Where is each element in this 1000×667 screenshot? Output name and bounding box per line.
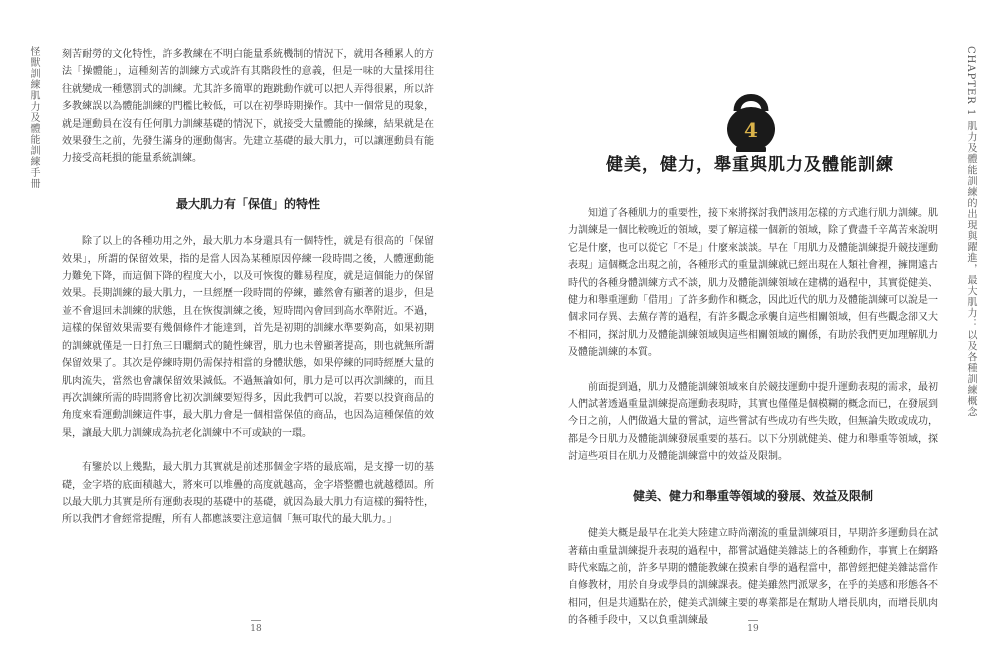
left-paragraph-1: 除了以上的各種功用之外，最大肌力本身還具有一個特性，就是有很高的「保留效果」，所謂的保留效果，指的是當人因為某種原因停練一段時間之後，人體運動能力難免下降，而這個下降的程度大小，以及可恢復的難易程度，就是這個能力的保留效果。長期訓練的最大肌力，一旦經歷一段時間的停練，雖然會有顯著的退步，但是並不會退回未訓練的狀態，且在恢復訓練之後，短時間內會回到高水準附近。不過，這樣的保留效果需要有幾個條件才能達到，首先是初期的訓練水準要夠高，如果初期的訓練就僅是一日打魚三日曬網式的隨性練習，肌力也未曾顯著提高，則也就無所謂保留效果了。其次是停練時期仍需保持相當的身體狀態，如果停練的同時經歷大量的肌肉流失，當然也會讓保留效果減低。不過無論如何，肌力是可以再次訓練的，而且再次訓練所需的時間將會比初次訓練要短得多，因此我們可以說，若要以投資商品的角度來看運動訓練這件事，最大肌力會是一個相當保值的商品，也因為這種保值的效果，讓最大肌力訓練成為抗老化訓練中不可或缺的一環。: [62, 236, 434, 439]
right-page-number: 19: [738, 620, 768, 634]
right-section-title: 健美、健力和舉重等領域的發展、效益及限制: [632, 488, 873, 503]
right-paragraph-1: 知道了各種肌力的重要性，接下來將探討我們該用怎樣的方式進行肌力訓練。肌力訓練是一個比較晚近的領域，要了解這樣一個新的領域，除了費盡千辛萬苦來說明它是什麼，也可以從它「不是」什麼來談談。早在「用肌力及體能訓練提升競技運動表現」這個概念出現之前，各種形式的重量訓練就已經出現在人類社會裡，擁開遠古時代的各種身體訓練方式不談，肌力及體能訓練領域在建構的過程中，其實從健美、健力和舉重運動「借用」了許多動作和概念，因此近代的肌力及體能訓練可以說是一個求同存異、去蕪存菁的過程，有許多觀念承襲自這些相關領域，但有些觀念卻又大不相同，探討肌力及體能訓練領域與這些相關領域的關係，有助於我們更加理解肌力及體能訓練的本質。: [568, 208, 938, 359]
right-running-head: CHAPTER 1 肌力及體能訓練的出現與躍進，最大肌力：以及各種訓練概念: [965, 46, 976, 418]
left-page-number: 18: [241, 620, 271, 634]
left-running-head: 怪獸訓練肌力及體能訓練手冊: [28, 46, 39, 189]
left-paragraph-intro: 刻苦耐勞的文化特性，許多教練在不明白能量系統機制的情況下，就用各種累人的方法「操體能」，這種刻苦的訓練方式或許有其階段性的意義，但是一味的大量採用往往就變成一種懲罰式的訓練。尤其許多簡單的跑跳動作就可以把人弄得很累，所以許多教練誤以為體能訓練的門檻比較低，可以在初學時期操作。其中一個常見的現象，就是運動員在沒有任何肌力訓練基礎的情況下，就接受大量體能的操練，結果就是在效果發生之前，先發生滿身的運動傷害。先建立基礎的最大肌力，可以讓運動員有能力接受高耗損的能量系統訓練。: [62, 49, 434, 165]
right-paragraph-2: 前面提到過，肌力及體能訓練領域來自於競技運動中提升運動表現的需求，最初人們試著透過重量訓練提高運動表現時，其實也僅僅是個模糊的概念而已，在發展到今日之前，人們做過大量的嘗試，這些嘗試有些成功有些失敗，但無論失敗或成功，都是今日肌力及體能訓練發展重要的基石。以下分別就健美、健力和舉重等領域，探討這些項目在肌力及體能訓練當中的效益及限制。: [568, 381, 938, 463]
right-paragraph-3: 健美大概是最早在北美大陸建立時尚潮流的重量訓練項目，早期許多運動員在試著藉由重量訓練提升表現的過程中，都嘗試過健美雜誌上的各種動作，事實上在網路時代來臨之前，許多早期的體能教練在摸索自學的過程當中，都曾經把健美雜誌當作自修教材，用於自身或學員的訓練課表。健美雖然門派眾多，在乎的美感和形態各不相同，但是共通點在於，健美式訓練主要的專業都是在幫助人增長肌肉，而增長肌肉的各種手段中，又以負重訓練最: [568, 528, 938, 627]
left-paragraph-2: 有鑒於以上幾點，最大肌力其實就是前述那個金字塔的最底端，是支撐一切的基礎，金字塔的底面積越大，將來可以堆疊的高度就越高，金字塔整體也就越穩固。所以最大肌力其實是所有運動表現的基礎中的基礎，就因為最大肌力有這樣的獨特性，所以我們才會經常提醒，所有人都應該要注意這個「無可取代的最大肌力。」: [62, 462, 434, 526]
right-page-body: [568, 205, 938, 647]
left-page-body: [62, 46, 434, 546]
chapter-number: 4: [744, 118, 758, 142]
left-section-title: 最大肌力有「保值」的特性: [175, 196, 320, 211]
kettlebell-icon: [722, 87, 780, 153]
chapter-title: 健美，健力，舉重與肌力及體能訓練: [606, 155, 894, 175]
